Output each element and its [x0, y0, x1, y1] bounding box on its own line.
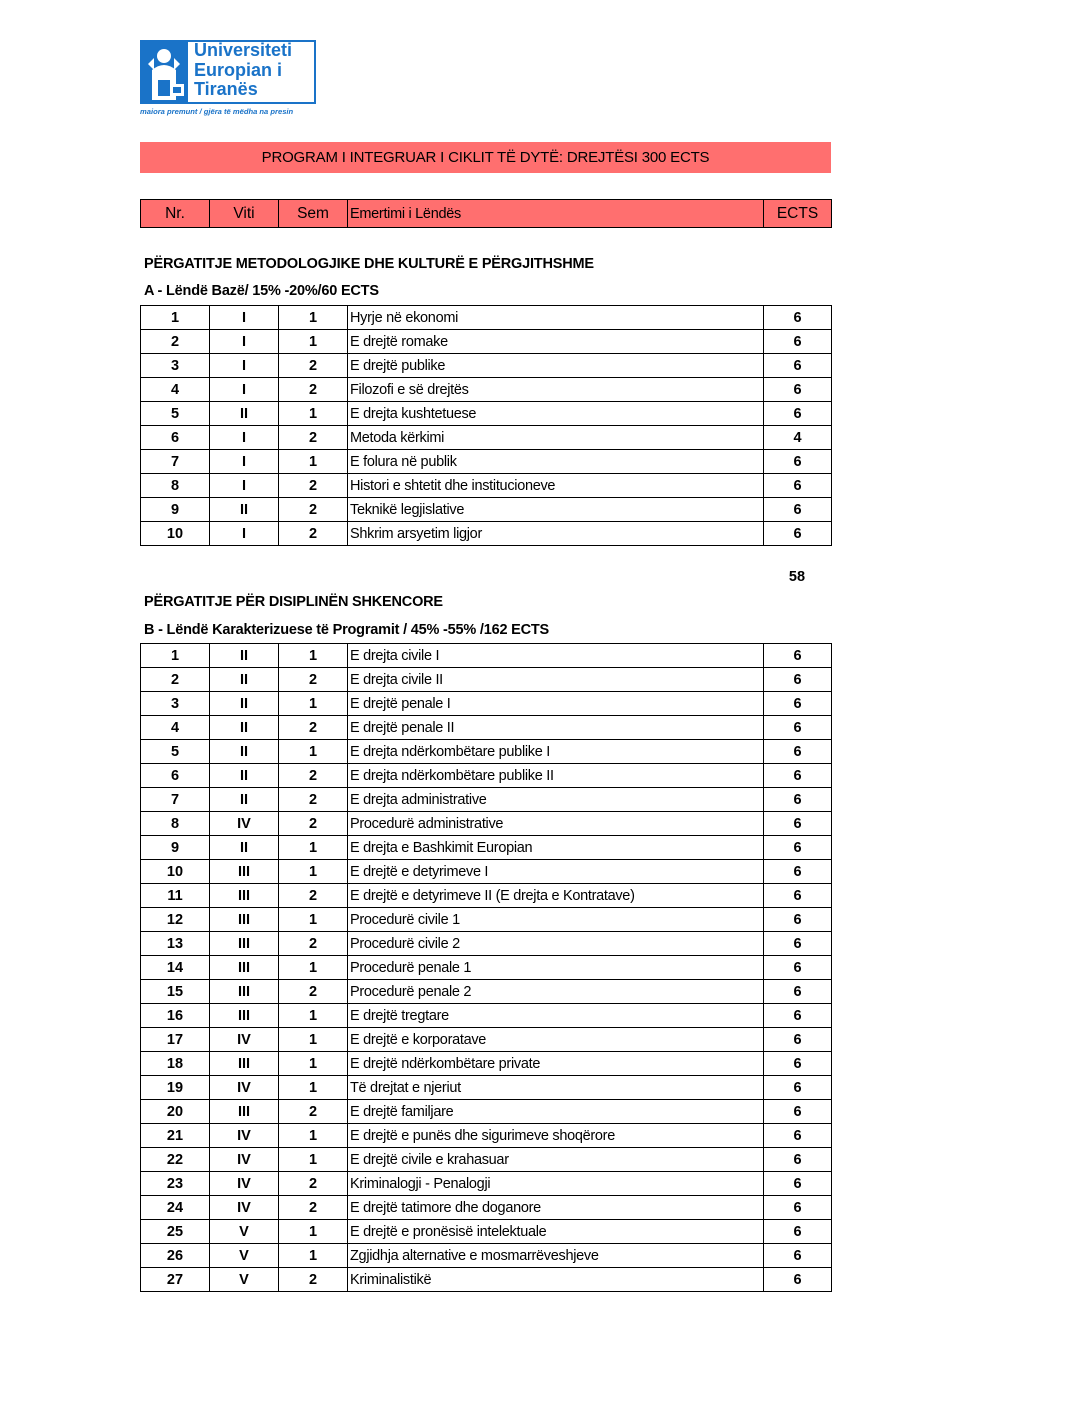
cell-viti: IV [210, 1196, 279, 1220]
header-sem: Sem [279, 200, 348, 228]
university-logo [140, 40, 320, 120]
table-row [141, 330, 832, 354]
logo-emblem-icon [140, 40, 188, 104]
cell-nr: 6 [141, 426, 210, 450]
table-row [141, 716, 832, 740]
cell-name: E drejta administrative [348, 788, 764, 812]
header-viti: Viti [210, 200, 279, 228]
cell-sem: 1 [279, 1220, 348, 1244]
table-row [141, 402, 832, 426]
cell-ects: 6 [764, 1172, 832, 1196]
cell-sem: 2 [279, 716, 348, 740]
cell-sem: 2 [279, 354, 348, 378]
logo-motto: maiora premunt / gjëra të mëdha na presin [140, 107, 294, 116]
cell-viti: II [210, 764, 279, 788]
cell-sem: 1 [279, 740, 348, 764]
cell-sem: 2 [279, 1100, 348, 1124]
table-row [141, 522, 832, 546]
cell-nr: 5 [141, 402, 210, 426]
cell-sem: 1 [279, 860, 348, 884]
table-row [141, 860, 832, 884]
cell-viti: III [210, 1100, 279, 1124]
cell-ects: 6 [764, 1196, 832, 1220]
cell-name: Procedurë civile 2 [348, 932, 764, 956]
cell-viti: III [210, 956, 279, 980]
table-row [141, 1100, 832, 1124]
cell-sem: 1 [279, 692, 348, 716]
cell-nr: 2 [141, 330, 210, 354]
cell-nr: 7 [141, 788, 210, 812]
cell-sem: 2 [279, 474, 348, 498]
cell-sem: 1 [279, 644, 348, 668]
cell-viti: V [210, 1244, 279, 1268]
cell-viti: II [210, 692, 279, 716]
cell-sem: 2 [279, 764, 348, 788]
cell-sem: 1 [279, 956, 348, 980]
cell-nr: 2 [141, 668, 210, 692]
cell-sem: 2 [279, 426, 348, 450]
cell-name: E drejtë tatimore dhe doganore [348, 1196, 764, 1220]
cell-nr: 27 [141, 1268, 210, 1292]
cell-nr: 12 [141, 908, 210, 932]
cell-ects: 6 [764, 402, 832, 426]
cell-viti: IV [210, 1124, 279, 1148]
cell-ects: 6 [764, 956, 832, 980]
cell-name: Kriminalogji - Penalogji [348, 1172, 764, 1196]
cell-ects: 6 [764, 378, 832, 402]
table-row [141, 426, 832, 450]
table-row [141, 1196, 832, 1220]
table-row [141, 788, 832, 812]
table-row [141, 884, 832, 908]
cell-nr: 24 [141, 1196, 210, 1220]
cell-sem: 1 [279, 1076, 348, 1100]
cell-ects: 6 [764, 644, 832, 668]
table-row [141, 836, 832, 860]
table-row [141, 378, 832, 402]
cell-sem: 2 [279, 668, 348, 692]
cell-viti: III [210, 1004, 279, 1028]
table-row [141, 1148, 832, 1172]
table-row [141, 474, 832, 498]
cell-viti: III [210, 932, 279, 956]
table-row [141, 1028, 832, 1052]
section-a-subheading: A - Lëndë Bazë/ 15% -20%/60 ECTS [144, 283, 379, 299]
cell-nr: 26 [141, 1244, 210, 1268]
cell-nr: 1 [141, 644, 210, 668]
cell-ects: 4 [764, 426, 832, 450]
cell-viti: IV [210, 1172, 279, 1196]
cell-nr: 21 [141, 1124, 210, 1148]
cell-sem: 2 [279, 884, 348, 908]
table-row [141, 1076, 832, 1100]
cell-sem: 2 [279, 1196, 348, 1220]
cell-viti: I [210, 474, 279, 498]
cell-sem: 2 [279, 1268, 348, 1292]
cell-nr: 1 [141, 306, 210, 330]
cell-name: E drejtë ndërkombëtare private [348, 1052, 764, 1076]
cell-name: Procedurë civile 1 [348, 908, 764, 932]
table-row [141, 956, 832, 980]
cell-nr: 9 [141, 836, 210, 860]
table-row [141, 1244, 832, 1268]
cell-ects: 6 [764, 908, 832, 932]
cell-ects: 6 [764, 740, 832, 764]
table-row [141, 354, 832, 378]
cell-viti: I [210, 426, 279, 450]
cell-name: Procedurë administrative [348, 812, 764, 836]
table-row [141, 1172, 832, 1196]
cell-viti: V [210, 1268, 279, 1292]
cell-ects: 6 [764, 498, 832, 522]
cell-name: Zgjidhja alternative e mosmarrëveshjeve [348, 1244, 764, 1268]
cell-ects: 6 [764, 474, 832, 498]
cell-ects: 6 [764, 932, 832, 956]
cell-ects: 6 [764, 884, 832, 908]
cell-name: Procedurë penale 1 [348, 956, 764, 980]
cell-viti: III [210, 884, 279, 908]
cell-ects: 6 [764, 354, 832, 378]
cell-nr: 8 [141, 812, 210, 836]
cell-nr: 19 [141, 1076, 210, 1100]
cell-sem: 2 [279, 1172, 348, 1196]
cell-nr: 17 [141, 1028, 210, 1052]
cell-viti: II [210, 788, 279, 812]
cell-name: Metoda kërkimi [348, 426, 764, 450]
cell-ects: 6 [764, 836, 832, 860]
cell-ects: 6 [764, 1268, 832, 1292]
cell-sem: 1 [279, 402, 348, 426]
cell-sem: 1 [279, 908, 348, 932]
table-row [141, 306, 832, 330]
cell-name: E drejta e Bashkimit Europian [348, 836, 764, 860]
cell-sem: 2 [279, 498, 348, 522]
table-row [141, 1124, 832, 1148]
table-row [141, 1268, 832, 1292]
cell-ects: 6 [764, 1052, 832, 1076]
cell-sem: 1 [279, 1052, 348, 1076]
header-ects: ECTS [764, 200, 832, 228]
cell-name: E drejtë publike [348, 354, 764, 378]
cell-name: E drejtë e detyrimeve II (E drejta e Kontratave) [348, 884, 764, 908]
table-row [141, 908, 832, 932]
cell-viti: V [210, 1220, 279, 1244]
cell-sem: 1 [279, 1124, 348, 1148]
column-header-table [140, 199, 832, 228]
cell-ects: 6 [764, 1004, 832, 1028]
cell-sem: 2 [279, 522, 348, 546]
cell-name: Procedurë penale 2 [348, 980, 764, 1004]
cell-name: Teknikë legjislative [348, 498, 764, 522]
cell-sem: 2 [279, 812, 348, 836]
table-row [141, 450, 832, 474]
section-b-table [140, 643, 832, 1292]
cell-ects: 6 [764, 1124, 832, 1148]
cell-viti: I [210, 330, 279, 354]
section-b-heading: PËRGATITJE PËR DISIPLINËN SHKENCORE [144, 594, 443, 610]
cell-viti: I [210, 378, 279, 402]
table-row [141, 692, 832, 716]
cell-viti: II [210, 402, 279, 426]
logo-line-3: Tiranës [194, 79, 258, 99]
cell-viti: IV [210, 1148, 279, 1172]
cell-ects: 6 [764, 812, 832, 836]
cell-viti: IV [210, 1028, 279, 1052]
cell-nr: 9 [141, 498, 210, 522]
cell-ects: 6 [764, 450, 832, 474]
cell-viti: IV [210, 812, 279, 836]
cell-ects: 6 [764, 860, 832, 884]
cell-sem: 1 [279, 330, 348, 354]
logo-line-1: Universiteti [194, 40, 293, 60]
cell-name: E drejtë penale I [348, 692, 764, 716]
logo-line-2: Europian i [194, 59, 283, 80]
cell-name: E folura në publik [348, 450, 764, 474]
cell-viti: I [210, 450, 279, 474]
cell-name: E drejtë penale II [348, 716, 764, 740]
cell-nr: 7 [141, 450, 210, 474]
cell-sem: 2 [279, 788, 348, 812]
cell-sem: 1 [279, 450, 348, 474]
cell-viti: III [210, 1052, 279, 1076]
cell-ects: 6 [764, 1244, 832, 1268]
table-row [141, 644, 832, 668]
cell-name: E drejtë tregtare [348, 1004, 764, 1028]
table-row [141, 1004, 832, 1028]
section-b-subheading: B - Lëndë Karakterizuese të Programit / 45% -55% /162 ECTS [144, 622, 550, 638]
cell-ects: 6 [764, 1100, 832, 1124]
table-row [141, 764, 832, 788]
table-row [141, 980, 832, 1004]
cell-nr: 10 [141, 860, 210, 884]
section-a-table [140, 305, 832, 546]
cell-viti: III [210, 980, 279, 1004]
table-row [141, 498, 832, 522]
page-title: PROGRAM I INTEGRUAR I CIKLIT TË DYTË: DREJTËSI 300 ECTS [140, 142, 831, 173]
cell-name: E drejtë civile e krahasuar [348, 1148, 764, 1172]
cell-name: E drejtë e punës dhe sigurimeve shoqërore [348, 1124, 764, 1148]
cell-sem: 1 [279, 1244, 348, 1268]
cell-nr: 15 [141, 980, 210, 1004]
cell-name: E drejta ndërkombëtare publike I [348, 740, 764, 764]
table-row [141, 740, 832, 764]
cell-ects: 6 [764, 522, 832, 546]
cell-name: E drejtë e pronësisë intelektuale [348, 1220, 764, 1244]
cell-nr: 25 [141, 1220, 210, 1244]
cell-sem: 1 [279, 1004, 348, 1028]
cell-name: Kriminalistikë [348, 1268, 764, 1292]
table-row [141, 668, 832, 692]
cell-nr: 20 [141, 1100, 210, 1124]
cell-ects: 6 [764, 716, 832, 740]
cell-ects: 6 [764, 306, 832, 330]
cell-ects: 6 [764, 1028, 832, 1052]
section-a-total: 58 [788, 569, 806, 585]
table-row [141, 1052, 832, 1076]
cell-nr: 22 [141, 1148, 210, 1172]
cell-name: Shkrim arsyetim ligjor [348, 522, 764, 546]
cell-viti: I [210, 354, 279, 378]
cell-name: Të drejtat e njeriut [348, 1076, 764, 1100]
cell-sem: 2 [279, 932, 348, 956]
cell-sem: 1 [279, 836, 348, 860]
cell-ects: 6 [764, 1220, 832, 1244]
cell-ects: 6 [764, 1076, 832, 1100]
cell-ects: 6 [764, 330, 832, 354]
cell-ects: 6 [764, 788, 832, 812]
cell-name: E drejta kushtetuese [348, 402, 764, 426]
section-a-heading: PËRGATITJE METODOLOGJIKE DHE KULTURË E PËRGJITHSHME [144, 256, 594, 272]
column-header-row [141, 200, 832, 228]
cell-viti: I [210, 522, 279, 546]
cell-name: E drejtë familjare [348, 1100, 764, 1124]
cell-viti: II [210, 716, 279, 740]
cell-viti: III [210, 908, 279, 932]
cell-viti: II [210, 668, 279, 692]
header-nr: Nr. [141, 200, 210, 228]
cell-sem: 2 [279, 980, 348, 1004]
cell-nr: 6 [141, 764, 210, 788]
cell-sem: 1 [279, 1028, 348, 1052]
cell-name: Histori e shtetit dhe institucioneve [348, 474, 764, 498]
cell-name: Filozofi e së drejtës [348, 378, 764, 402]
cell-name: E drejtë e korporatave [348, 1028, 764, 1052]
cell-name: E drejta civile II [348, 668, 764, 692]
cell-nr: 3 [141, 692, 210, 716]
cell-name: Hyrje në ekonomi [348, 306, 764, 330]
cell-nr: 3 [141, 354, 210, 378]
table-row [141, 1220, 832, 1244]
cell-viti: II [210, 644, 279, 668]
cell-sem: 2 [279, 378, 348, 402]
table-row [141, 932, 832, 956]
cell-name: E drejta civile I [348, 644, 764, 668]
cell-nr: 4 [141, 716, 210, 740]
cell-name: E drejta ndërkombëtare publike II [348, 764, 764, 788]
cell-viti: I [210, 306, 279, 330]
cell-nr: 16 [141, 1004, 210, 1028]
cell-viti: II [210, 498, 279, 522]
cell-sem: 1 [279, 1148, 348, 1172]
cell-viti: II [210, 740, 279, 764]
cell-viti: II [210, 836, 279, 860]
cell-nr: 10 [141, 522, 210, 546]
cell-name: E drejtë romake [348, 330, 764, 354]
cell-nr: 18 [141, 1052, 210, 1076]
cell-viti: III [210, 860, 279, 884]
cell-viti: IV [210, 1076, 279, 1100]
cell-ects: 6 [764, 668, 832, 692]
cell-ects: 6 [764, 980, 832, 1004]
cell-nr: 5 [141, 740, 210, 764]
cell-nr: 4 [141, 378, 210, 402]
logo-wordmark [194, 41, 316, 100]
cell-sem: 1 [279, 306, 348, 330]
header-name: Emertimi i Lëndës [348, 200, 764, 228]
cell-name: E drejtë e detyrimeve I [348, 860, 764, 884]
cell-ects: 6 [764, 764, 832, 788]
cell-nr: 11 [141, 884, 210, 908]
cell-nr: 23 [141, 1172, 210, 1196]
table-row [141, 812, 832, 836]
cell-nr: 14 [141, 956, 210, 980]
cell-ects: 6 [764, 692, 832, 716]
cell-ects: 6 [764, 1148, 832, 1172]
cell-nr: 8 [141, 474, 210, 498]
cell-nr: 13 [141, 932, 210, 956]
